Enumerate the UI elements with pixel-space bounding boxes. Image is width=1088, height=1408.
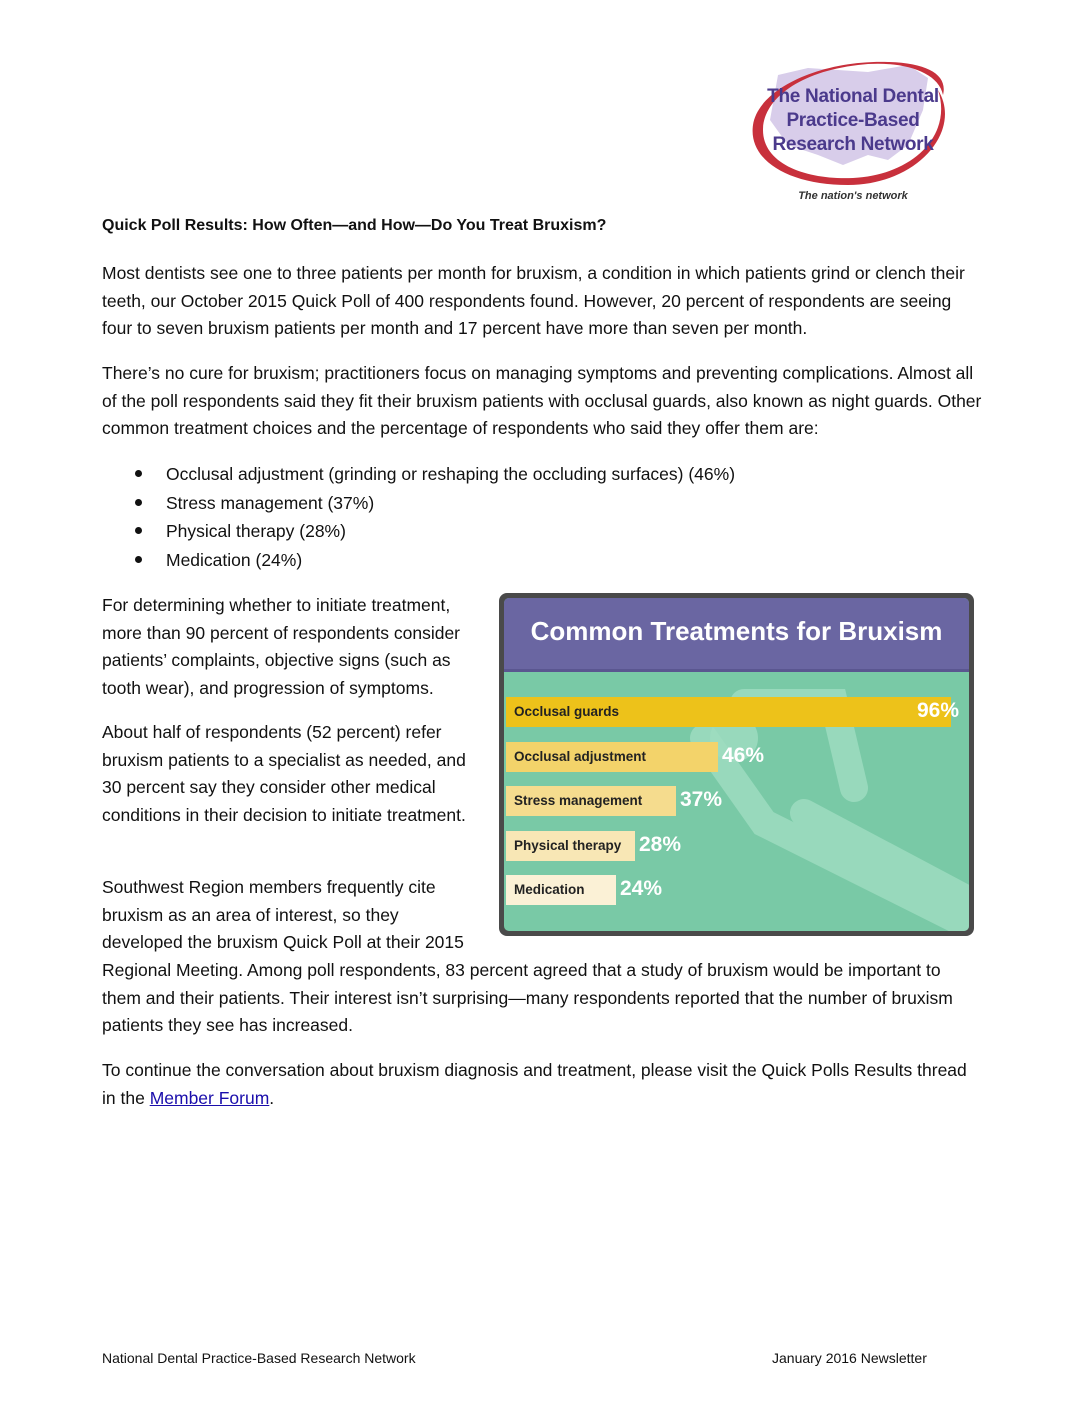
paragraph-5-line: developed the bruxism Quick Poll at their 2015 (102, 932, 464, 952)
paragraph-3: For determining whether to initiate treatment, more than 90 percent of respondents consider patients’ complaints, objective signs (such as tooth wear), and progression of symptoms. (102, 595, 460, 698)
footer-right: January 2016 Newsletter (772, 1350, 927, 1366)
logo-text-line-3: Research Network (772, 134, 934, 155)
paragraph-1: Most dentists see one to three patients per month for bruxism, a condition in which patients grind or clench their teeth, our October 2015 Quick Poll of 400 respondents found. However, 20 percent of respondents are seeing four to seven bruxism patients per month and 17 percent have more than seven per month. (102, 263, 965, 338)
chart-value-label: 37% (680, 788, 723, 811)
treatments-chart (499, 593, 974, 936)
list-item: Physical therapy (28%) (135, 517, 735, 546)
list-item: Occlusal adjustment (grinding or reshaping the occluding surfaces) (46%) (135, 460, 735, 489)
network-logo (748, 50, 963, 210)
treatment-list (135, 460, 735, 574)
chart-bar (506, 875, 616, 905)
paragraph-2: There’s no cure for bruxism; practitioners focus on managing symptoms and preventing complications. Almost all of the poll respondents said they fit their bruxism patients with occlusal guards, also known as night guards. Other common treatment choices and the percentage of respondents who said they offer them are: (102, 363, 982, 438)
logo-tagline: The nation's network (798, 190, 908, 202)
paragraph-5-end: Regional Meeting. Among poll respondents, 83 percent agreed that a study of bruxism would be important to them and their patients. Their interest isn’t surprising—many respondents reported that the number of bruxism patients they see has increased. (102, 960, 953, 1035)
chart-bar-label: Occlusal adjustment (514, 748, 647, 764)
bullet-icon (135, 470, 142, 477)
bullet-icon (135, 499, 142, 506)
paragraph-5-line: Southwest Region members frequently cite (102, 877, 436, 897)
chart-header (504, 598, 969, 672)
chart-value-label: 46% (722, 743, 765, 767)
paragraph-4: About half of respondents (52 percent) refer bruxism patients to a specialist as needed, and 30 percent say they consider other medical conditions in their decision to initiate treatment. (102, 722, 466, 825)
list-item: Medication (24%) (135, 546, 735, 575)
chart-bar-label: Stress management (514, 793, 643, 808)
logo-text-line-2: Practice-Based (786, 110, 920, 131)
paragraph-6: To continue the conversation about bruxism diagnosis and treatment, please visit the Quick Polls Results thread in the Member Forum. (102, 1060, 967, 1108)
chart-value-label: 96% (916, 699, 959, 722)
chart-value-label: 24% (620, 877, 663, 900)
member-forum-link[interactable]: Member Forum (149, 1087, 270, 1108)
list-item: Stress management (37%) (135, 489, 735, 518)
chart-bar-label: Physical therapy (514, 837, 622, 853)
paragraph-5-line: bruxism as an area of interest, so they (102, 904, 399, 925)
chart-title: Common Treatments for Bruxism (530, 616, 943, 646)
chart-bar (506, 786, 676, 816)
article-title: Quick Poll Results: How Often—and How—Do You Treat Bruxism? (102, 217, 607, 234)
bullet-icon (135, 556, 142, 563)
chart-value-label: 28% (639, 832, 682, 856)
logo-text-line-1: The National Dental (767, 86, 939, 107)
paragraph-5-start (102, 874, 482, 957)
chart-bar (506, 831, 635, 861)
chart-bar-label: Occlusal guards (514, 704, 620, 719)
chart-bar-label: Medication (514, 882, 585, 897)
chart-bar (506, 742, 718, 772)
footer-left: National Dental Practice-Based Research Network (102, 1350, 416, 1366)
chart-bar (506, 697, 951, 727)
bullet-icon (135, 527, 142, 534)
